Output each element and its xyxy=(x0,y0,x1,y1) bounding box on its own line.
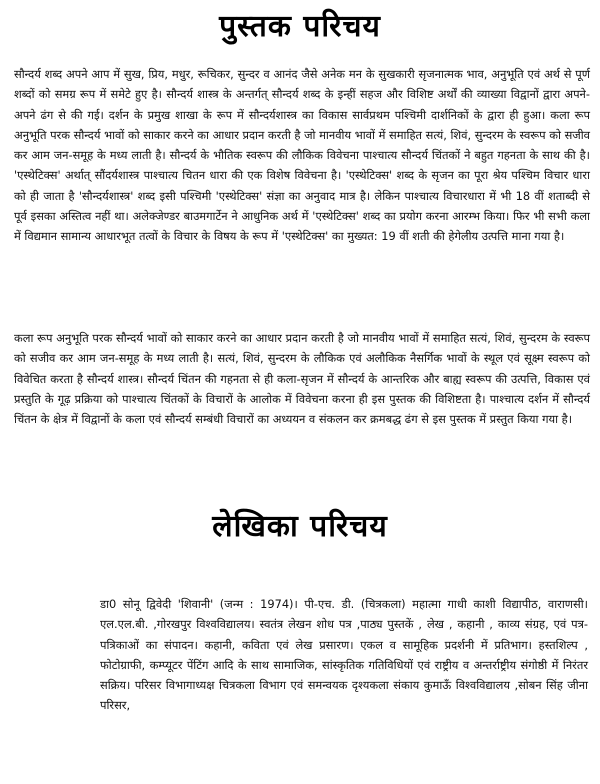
book-intro-heading: पुस्तक परिचय xyxy=(219,9,381,44)
book-intro-paragraph-2: कला रूप अनुभूति परक सौन्दर्य भावों को साकार करने का आधार प्रदान करती है जो मानवीय भावों में समाहित सत्यं, शिवं, सुन्दरम के स्वरूप को सजीव कर आम जन-समूह के मध्य लाती है। सत्यं, शिवं, सुन्दरम के लौकिक एवं अलौकिक नैसर्गिक भावों के स्थूल एवं सूक्ष्म स्वरूप को विवेचित करता है सौन्दर्य शास्त्र। सौन्दर्य चिंतन की गहनता से ही कला-सृजन में सौन्दर्य के आन्तरिक और बाह्य स्वरूप की उत्पत्ति, विकास एवं प्रस्तुति के गूढ़ प्रक्रिया को पाश्चात्य चिंतकों के विचारों के आलोक में विवेचना करना ही इस पुस्तक की विशिष्टता है। पाश्चात्य दर्शन में सौन्दर्य चिंतन के क्षेत्र में विद्वानों के कला एवं सौन्दर्य सम्बंधी विचारों का अध्ययन व संकलन कर क्रमबद्ध ढंग से इस पुस्तक में प्रस्तुत किया गया है। xyxy=(14,331,590,427)
author-intro-heading: लेखिका परिचय xyxy=(212,509,388,544)
book-intro-paragraph-1: सौन्दर्य शब्द अपने आप में सुख, प्रिय, मधुर, रूचिकर, सुन्दर व आनंद जैसे अनेक मन के सुखकारी सृजनात्मक भाव, अनुभूति एवं अर्थ से पूर्ण शब्दों को समग्र रूप में समेटे हुए है। सौन्दर्य शास्त्र के अन्तर्गत् सौन्दर्य शब्द के इन्हीं सहज और विशिष्ट अर्थों की व्याख्या विद्वानों द्वारा अपने-अपने ढंग से की गई। दर्शन के प्रमुख शाखा के रूप में सौन्दर्यशास्त्र का विकास सार्वप्रथम पश्चिमी दार्शनिकों के द्वारा ही हुआ। कला रूप अनुभूति परक सौन्दर्य भावों को साकार करने का आधार प्रदान करती है जो मानवीय भावों में समाहित सत्यं, शिवं, सुन्दरम के स्वरूप को सजीव कर आम जन-समूह के मध्य लाती है। सौन्दर्य के भौतिक स्वरूप की लौकिक विवेचना पाश्चात्य सौन्दर्य चिंतकों ने बहुत गहनता के साथ की है। 'एस्थेटिक्स' अर्थात् सौंदर्यशास्त्र पाश्चात्य चितन धारा की एक विशेष विवेचना है। 'एस्थेटिक्स' शब्द के सृजन का पूरा श्रेय पश्चिम विचार धारा को ही जाता है 'सौन्दर्यशास्त्र' शब्द इसी पश्चिमी 'एस्थेटिक्स' संज्ञा का अनुवाद मात्र है। लेकिन पाश्चात्य विचारधारा में भी 18 वीं शताब्दी से पूर्व इसका अस्तित्व नहीं था। अलेक्जेण्डर बाउमगार्टेन ने आधुनिक अर्थ में 'एस्थेटिक्स' शब्द का प्रयोग करना आरम्भ किया। फिर भी सभी कला में विद्यमान सामान्य आधारभूत तत्वों के विचार के विषय के रूप में 'एस्थेटिक्स' का मुख्यत: 19 वीं शती की हेगेलीय उत्पत्ति माना गया है। xyxy=(14,67,590,244)
author-intro-paragraph: डा0 सोनू द्विवेदी 'शिवानी' (जन्म : 1974)। पी-एच. डी. (चित्रकला) महात्मा गाधी काशी विद्यापीठ, वाराणसी। एल.एल.बी. ,गोरखपुर विश्वविद्यालय। स्वतंत्र लेखन शोध पत्र ,पाठ्य पुस्तकें , लेख , कहानी , काव्य संग्रह, एवं पत्र-पत्रिकाओं का संपादन। कहानी, कविता एवं लेख प्रसारण। एकल व सामूहिक प्रदर्शनी में प्रतिभाग। हस्तशिल्प , फोटोग्राफी, कम्प्यूटर पेंटिंग आदि के साथ सामाजिक, सांस्कृतिक गतिविधियों एवं राष्ट्रीय व अन्तर्राष्ट्रीय संगोष्ठी में निरंतर सक्रिय। परिसर विभागाध्यक्ष चित्रकला विभाग एवं समन्वयक दृश्यकला संकाय कुमाऊँ विश्वविद्यालय ,सोबन सिंह जीना परिसर, xyxy=(100,597,588,713)
